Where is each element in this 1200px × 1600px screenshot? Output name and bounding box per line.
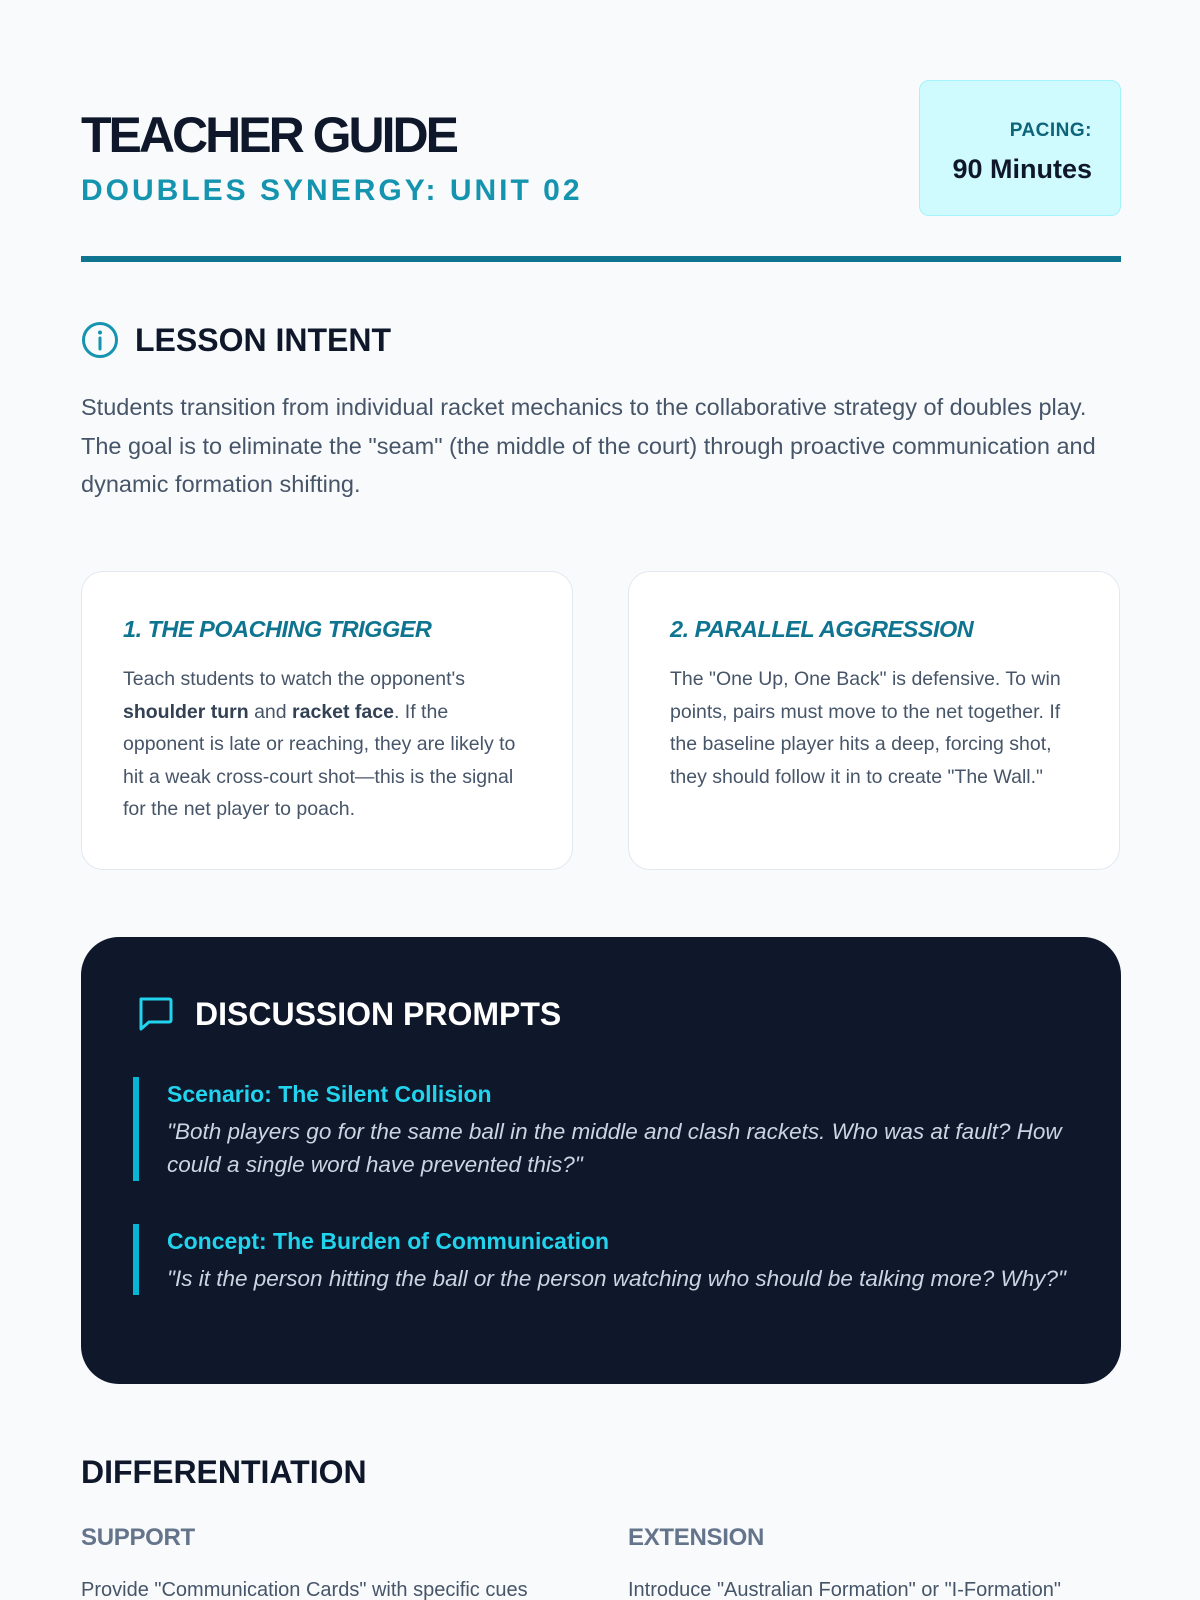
prompt-text: "Is it the person hitting the ball or the person watching who should be talking more? Why?" (167, 1266, 1066, 1291)
extension-label: EXTENSION (628, 1524, 764, 1551)
prompt-title: Scenario: The Silent Collision (167, 1081, 492, 1107)
pacing-badge (919, 80, 1121, 216)
discussion-prompts-panel (81, 937, 1121, 1384)
lesson-intent-body: Students transition from individual racket mechanics to the collaborative strategy of doubles play. The goal is to eliminate the "seam" (the middle of the court) through proactive communication and dynamic formation shifting. (81, 394, 1096, 497)
info-circle-icon (81, 321, 119, 359)
pacing-value: 90 Minutes (952, 154, 1092, 184)
lesson-intent-title: LESSON INTENT (135, 321, 392, 358)
strategy-card-poaching (81, 571, 573, 870)
bold-term: shoulder turn (123, 700, 249, 723)
support-label: SUPPORT (81, 1524, 195, 1551)
discussion-title: DISCUSSION PROMPTS (195, 995, 562, 1032)
page-header (81, 80, 1121, 264)
extension-column (628, 1524, 1108, 1600)
extension-text: Introduce "Australian Formation" or "I-Formation" (628, 1579, 1062, 1600)
prompt-text: "Both players go for the same ball in the middle and clash rackets. Who was at fault? How could a single word have prevented this?" (167, 1119, 1062, 1177)
card-title: 1. THE POACHING TRIGGER (123, 616, 432, 642)
chat-bubble-icon (135, 994, 175, 1034)
discussion-heading (135, 992, 561, 1036)
lesson-intent-heading (81, 320, 391, 360)
support-column (81, 1524, 561, 1600)
card-title: 2. PARALLEL AGGRESSION (670, 616, 974, 642)
card-body: The "One Up, One Back" is defensive. To win points, pairs must move to the net together. If the baseline player hits a deep, forcing shot, they should follow it in to create "The Wall." (670, 668, 1061, 788)
card-body: Teach students to watch the opponent's shoulder turn and racket face. If the opponent is late or reaching, they are likely to hit a weak cross-court shot—this is the signal for the net player to poach. (123, 668, 516, 820)
pacing-label: PACING: (1009, 120, 1092, 141)
header-divider (81, 256, 1121, 262)
prompt-title: Concept: The Burden of Communication (167, 1228, 610, 1254)
discussion-prompt (133, 1077, 1073, 1181)
differentiation-title: DIFFERENTIATION (81, 1454, 367, 1490)
strategy-card-parallel (628, 571, 1120, 870)
bold-term: racket face (292, 700, 394, 723)
page-subtitle: DOUBLES SYNERGY: UNIT 02 (81, 174, 583, 207)
discussion-prompt (133, 1224, 1073, 1295)
support-text: Provide "Communication Cards" with specific cues (81, 1579, 528, 1600)
page-title: TEACHER GUIDE (81, 107, 456, 163)
